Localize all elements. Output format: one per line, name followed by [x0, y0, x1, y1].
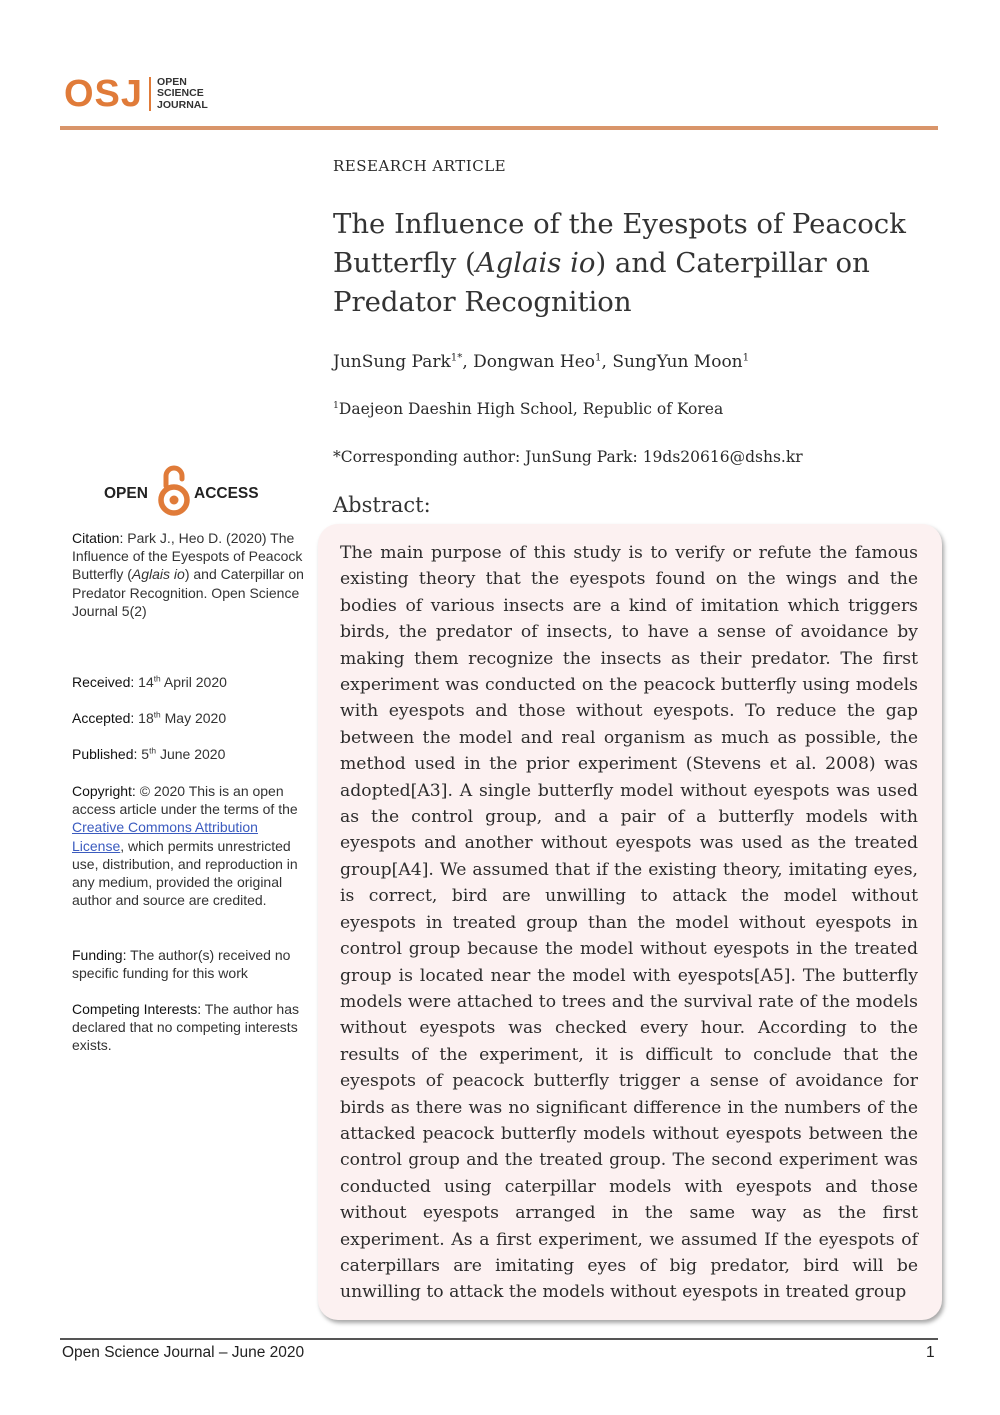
journal-logo: [64, 74, 208, 114]
citation-text-1: Park J., Heo D. (2020) The Influence of the Eyespots of Peacock Butterfly (: [72, 530, 303, 583]
license-link[interactable]: Creative Commons Attribution License: [72, 819, 258, 854]
author-mark: 1: [595, 352, 602, 364]
title-species: Aglais io: [475, 247, 596, 279]
logo-line-open: OPEN: [157, 75, 187, 88]
logo-mark: OSJ: [64, 73, 144, 115]
received-label: Received:: [72, 674, 135, 690]
competing-text: The author has declared that no competing interests exists.: [72, 1001, 299, 1054]
competing-label: Competing Interests:: [72, 1001, 202, 1017]
logo-line-journal: JOURNAL: [157, 98, 208, 111]
page-number: 1: [926, 1344, 935, 1361]
open-access-lock-icon: [158, 462, 190, 518]
accepted-day: 18: [134, 710, 154, 726]
footer-journal: Open Science Journal – June 2020: [62, 1344, 305, 1361]
funding-label: Funding:: [72, 947, 127, 963]
author-name: JunSung Park: [333, 352, 451, 372]
published-label: Published:: [72, 746, 138, 762]
published-rest: June 2020: [156, 746, 226, 762]
author-name: SungYun Moon: [612, 352, 743, 372]
abstract-text: The main purpose of this study is to verify or refute the famous existing theory that the eyespots found on the wings and the bodies of various insects are a kind of imitation which triggers birds, the predator of insects, to have a sense of avoidance by making them recognize the insects as their predator. The first experiment was conducted on the peacock butterfly using models with eyespots and those without eyespots. To reduce the gap between the model and real organism as much as possible, the method used in the prior experiment (Stevens et al. 2008) was adopted[A3]. A single butterfly model without eyespots was used as the control group, and a pair of a butterfly models with eyespots and another without eyespots was used as the treated group[A4]. We assumed that if the existing theory, imitating eyes, is correct, bird are unwilling to attack the model without eyespots in treated group than the model without eyespots in control group because the model without eyespots in the treated group is located near the model with eyespots[A5]. The butterfly models were attached to trees and the survival rate of the models without eyespots was checked every hour. According to the results of the experiment, it is difficult to conclude that the eyespots of peacock butterfly trigger a sense of avoidance for birds as there was no significant difference in the numbers of the attacked peacock butterfly models without eyespots between the control group and the treated group. The second experiment was conducted using caterpillar models with eyespots and those without eyespots arranged in the same way as the first experiment. As a first experiment, we assumed If the eyespots of caterpillars are imitating eyes of big predator, bird will be unwilling to attack the models without eyespots in treated group: [340, 543, 918, 1303]
copyright-text-2: , which permits unrestricted use, distribution, and reproduction in any medium, provided the original author and source are credited.: [72, 837, 298, 909]
citation-species: Aglais io: [131, 566, 185, 583]
affiliation-mark: 1: [333, 399, 339, 411]
published-date: [72, 745, 307, 763]
article-title: [333, 205, 933, 322]
logo-separator: [149, 77, 151, 111]
funding-text: The author(s) received no specific funding for this work: [72, 947, 291, 982]
open-access-logo: [104, 462, 264, 520]
copyright-block: [72, 782, 307, 909]
funding-block: [72, 946, 307, 982]
accepted-date: [72, 709, 307, 727]
open-access-open-label: OPEN: [104, 485, 148, 502]
title-part-2: ) and Caterpillar on Predator Recognition: [333, 247, 870, 318]
logo-words: [157, 77, 208, 112]
author-name: Dongwan Heo: [473, 352, 596, 372]
accepted-label: Accepted:: [72, 710, 135, 726]
received-date: [72, 673, 307, 691]
published-day: 5: [137, 746, 150, 762]
published-suffix: th: [149, 745, 157, 756]
citation-label: Citation:: [72, 530, 124, 546]
citation-text-2: ) and Caterpillar on Predator Recognition. Open Science Journal 5(2): [72, 566, 304, 619]
header-rule: [60, 126, 938, 130]
title-part-1: The Influence of the Eyespots of Peacock Butterfly (: [333, 208, 906, 279]
accepted-rest: May 2020: [160, 710, 227, 726]
author-mark: 1*: [450, 352, 463, 364]
received-rest: April 2020: [160, 674, 227, 690]
author-list: JunSung Park$^{1*}$, Dongwan Heo$^1$, SungYun Moon$^1$: [333, 352, 750, 372]
competing-interests-block: [72, 1000, 307, 1055]
received-day: 14: [134, 674, 154, 690]
footer-rule: [60, 1338, 938, 1340]
citation-block: [72, 529, 307, 620]
author-mark: 1: [742, 352, 750, 364]
copyright-label: Copyright:: [72, 783, 136, 799]
abstract-heading: Abstract:: [333, 493, 431, 517]
copyright-text-1: © 2020 This is an open access article under the terms of the: [72, 783, 298, 818]
affiliation-text: Daejeon Daeshin High School, Republic of Korea: [338, 400, 724, 418]
received-suffix: th: [153, 673, 161, 684]
accepted-suffix: th: [153, 709, 161, 720]
corresponding-author: *Corresponding author: JunSung Park: 19ds20616@dshs.kr: [333, 448, 803, 466]
open-access-access-label: ACCESS: [194, 485, 259, 502]
abstract-box: [318, 524, 942, 1320]
logo-line-science: SCIENCE: [157, 87, 204, 100]
article-type: RESEARCH ARTICLE: [333, 157, 507, 175]
affiliation: [333, 400, 723, 418]
